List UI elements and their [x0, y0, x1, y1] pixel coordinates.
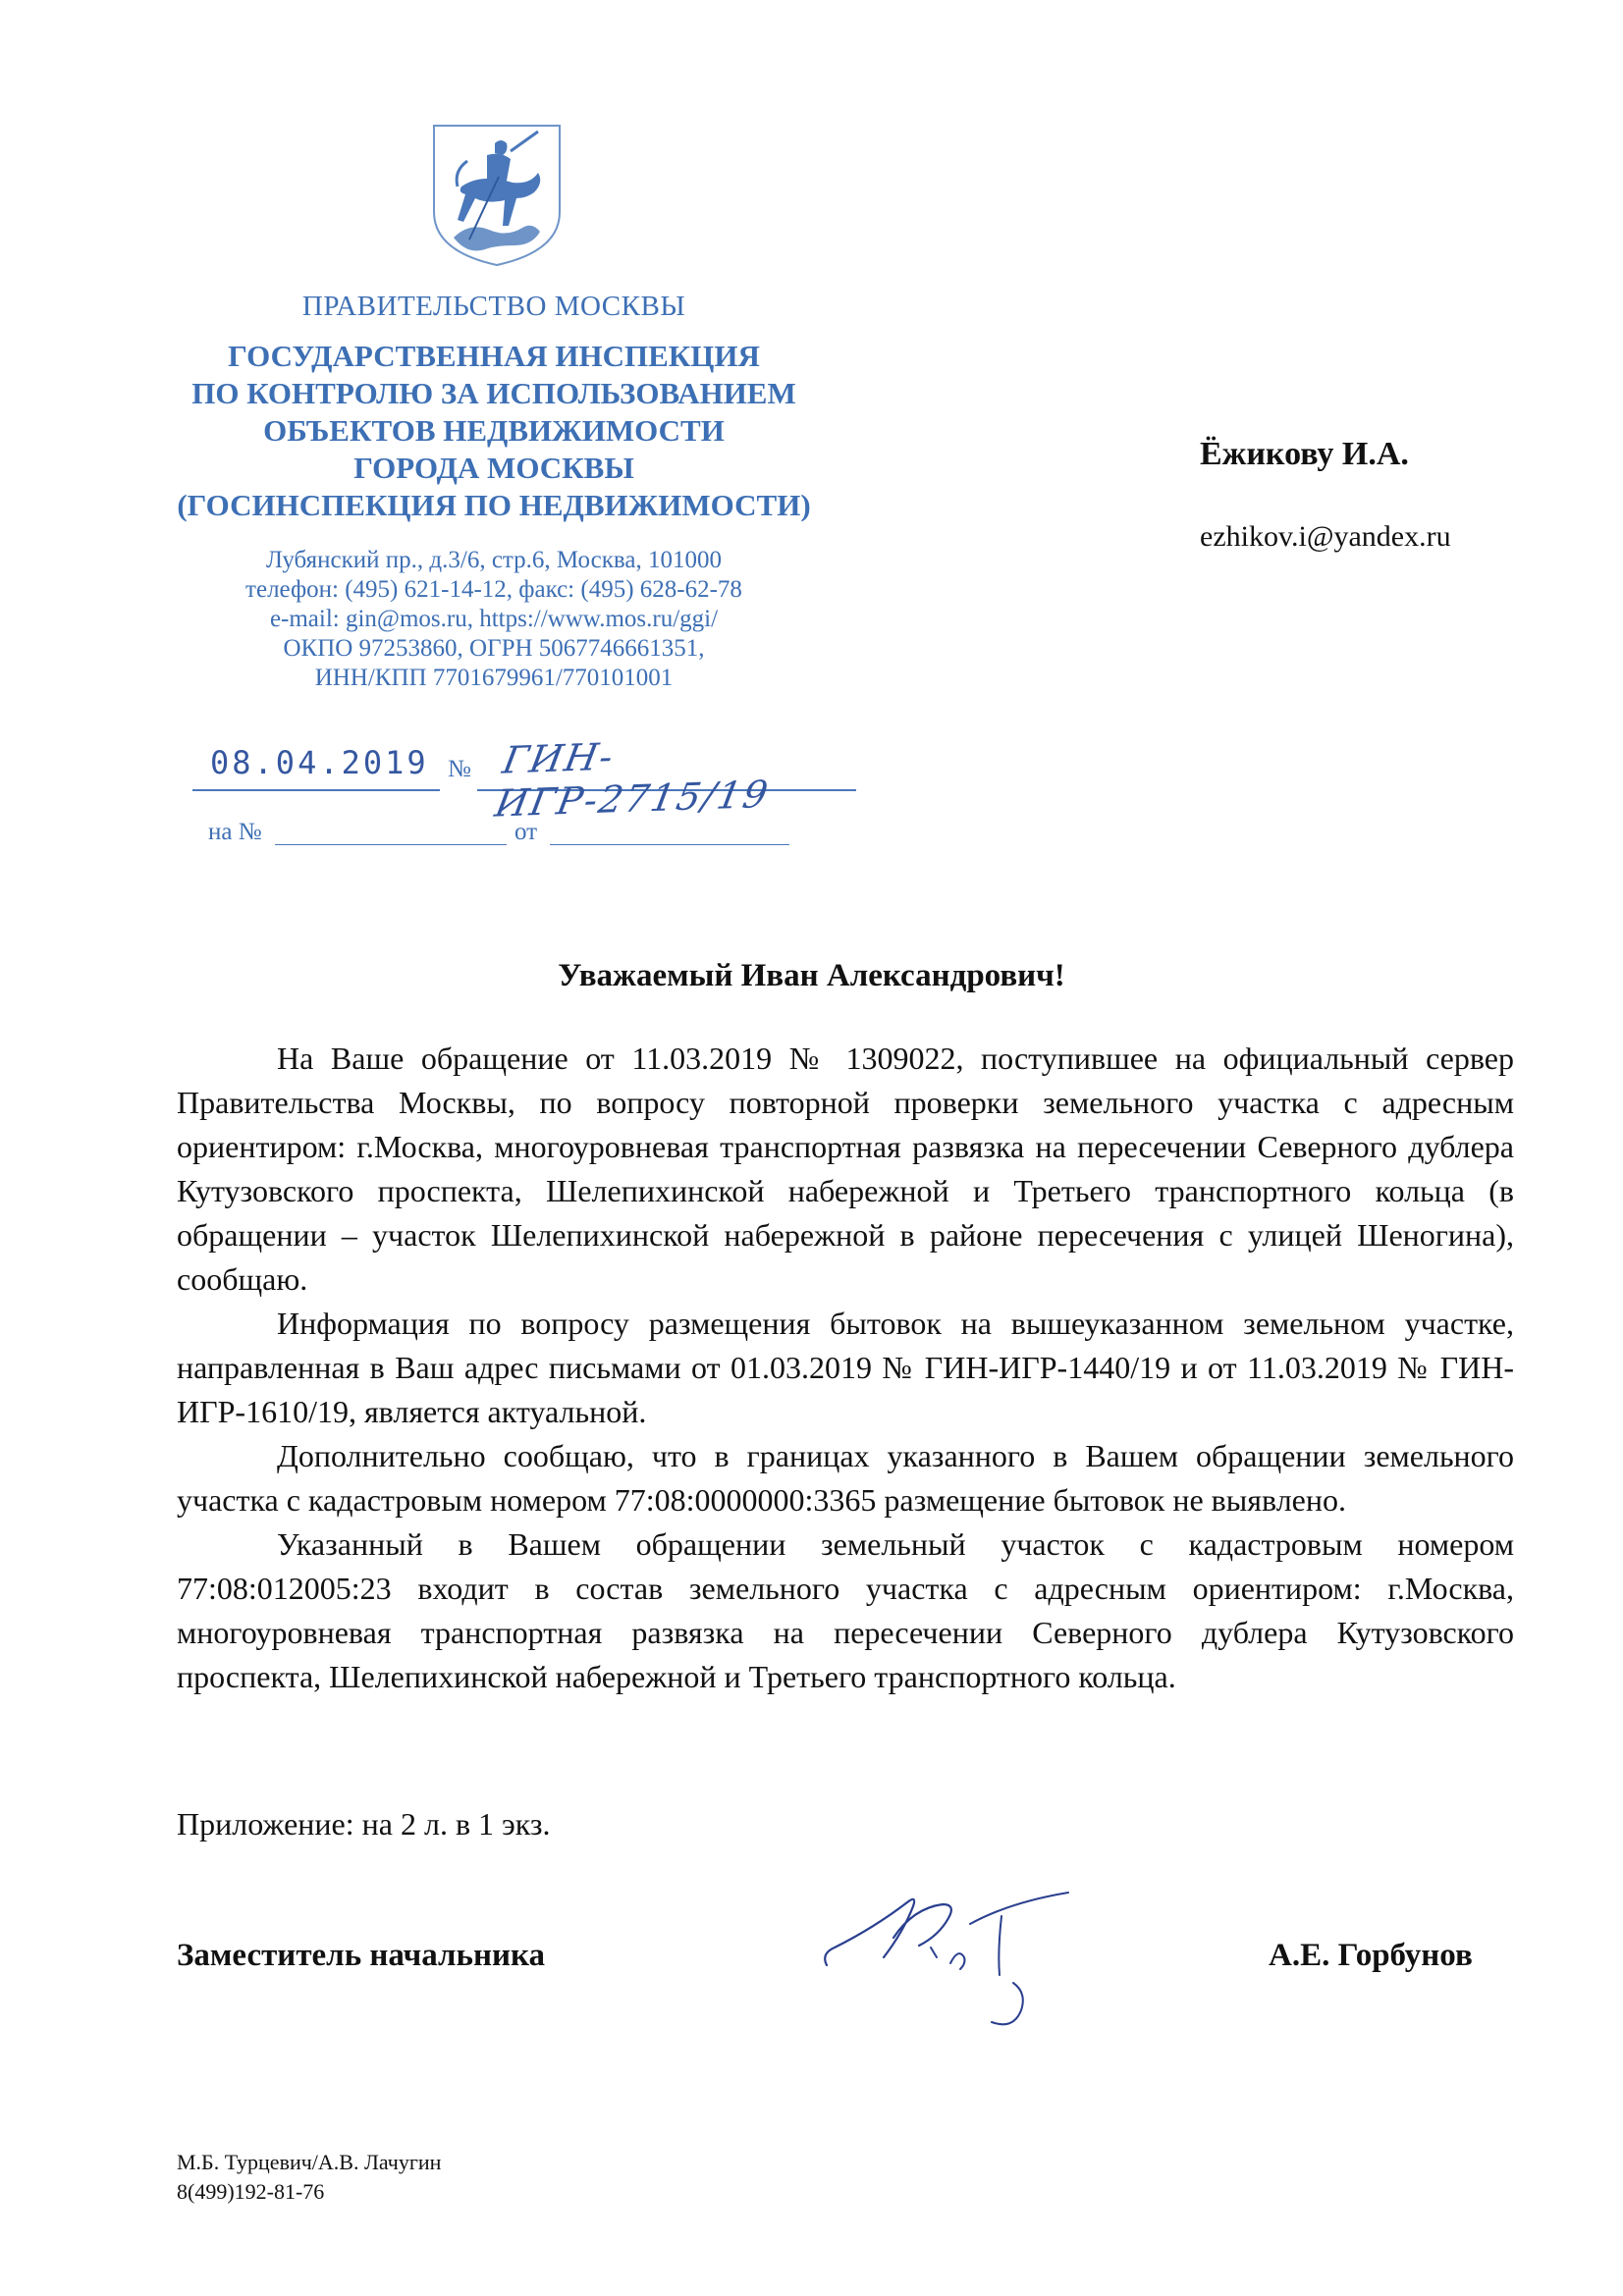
date-underline — [192, 789, 440, 791]
government-name: ПРАВИТЕЛЬСТВО МОСКВЫ — [301, 291, 686, 322]
contact-phone: телефон: (495) 621-14-12, факс: (495) 628-62-78 — [245, 576, 742, 603]
contact-okpo: ОКПО 97253860, ОГРН 5067746661351, — [283, 635, 705, 662]
body-paragraph: На Ваше обращение от 11.03.2019 № 1309022, поступившее на официальный сервер Правительства Москвы, по вопросу повторной проверки земельного участка с адресным ориентиром: г.Москва, многоуровневая транспортная развязка на пересечении Северного дублера Кутузовского проспекта, Шелепихинской набережной и Третьего транспортного кольца (в обращении – участок Шелепихинской набережной в районе пересечения с улицей Шеногина), сообщаю. — [177, 1041, 1514, 1297]
organization-line: ГОСУДАРСТВЕННАЯ ИНСПЕКЦИЯ — [228, 339, 760, 373]
contact-inn: ИНН/КПП 7701679961/770101001 — [314, 665, 674, 691]
attachment-note: Приложение: на 2 л. в 1 экз. — [177, 1806, 551, 1842]
registration-number: ГИН-ИГР-2715/19 — [491, 734, 774, 826]
contact-block — [147, 546, 840, 693]
registration-row — [192, 734, 872, 826]
organization-line: ОБЪЕКТОВ НЕДВИЖИМОСТИ — [263, 413, 725, 448]
contact-address: Лубянский пр., д.3/6, стр.6, Москва, 101000 — [266, 547, 722, 573]
handwritten-signature-icon — [805, 1865, 1100, 2052]
organization-line: (ГОСИНСПЕКЦИЯ ПО НЕДВИЖИМОСТИ) — [177, 488, 811, 522]
letterhead — [147, 289, 840, 524]
body-paragraph: Информация по вопросу размещения бытовок на вышеуказанном земельном участке, направленная в Ваш адрес письмами от 01.03.2019 № ГИН-ИГР-1440/19 и от 11.03.2019 № ГИН-ИГР-1610/19, является актуальной. — [177, 1306, 1514, 1429]
moscow-coat-of-arms-icon — [428, 122, 566, 267]
body-paragraph: Указанный в Вашем обращении земельный участок с кадастровым номером 77:08:012005:23 входит в состав земельного участка с адресным ориентиром: г.Москва, многоуровневая транспортная развязка на пересечении Северного дублера Кутузовского проспекта, Шелепихинской набережной и Третьего транспортного кольца. — [177, 1526, 1514, 1694]
letter-body — [177, 1037, 1514, 1699]
addressee-email: ezhikov.i@yandex.ru — [1200, 520, 1451, 553]
reference-number-line — [275, 844, 507, 845]
salutation: Уважаемый Иван Александрович! — [558, 958, 1065, 993]
number-sign: № — [448, 756, 471, 782]
signer-title: Заместитель начальника — [177, 1938, 545, 1973]
registration-date: 08.04.2019 — [210, 744, 429, 781]
addressee-name: Ёжикову И.А. — [1200, 436, 1409, 472]
organization-line: ГОРОДА МОСКВЫ — [353, 451, 634, 485]
executor-block — [177, 2148, 441, 2207]
reference-from-label: от — [514, 819, 538, 845]
executor-names: М.Б. Турцевич/А.В. Лачугин — [177, 2150, 442, 2174]
reference-row — [208, 815, 797, 854]
signer-name: А.Е. Горбунов — [1269, 1938, 1473, 1973]
organization-line: ПО КОНТРОЛЮ ЗА ИСПОЛЬЗОВАНИЕМ — [191, 376, 796, 410]
reference-label: на № — [208, 819, 262, 845]
reference-date-line — [550, 844, 789, 845]
executor-phone: 8(499)192-81-76 — [177, 2179, 325, 2204]
body-paragraph: Дополнительно сообщаю, что в границах указанного в Вашем обращении земельного участка с кадастровым номером 77:08:0000000:3365 размещение бытовок не выявлено. — [177, 1438, 1514, 1518]
contact-email: e-mail: gin@mos.ru, https://www.mos.ru/ggi/ — [269, 606, 719, 632]
